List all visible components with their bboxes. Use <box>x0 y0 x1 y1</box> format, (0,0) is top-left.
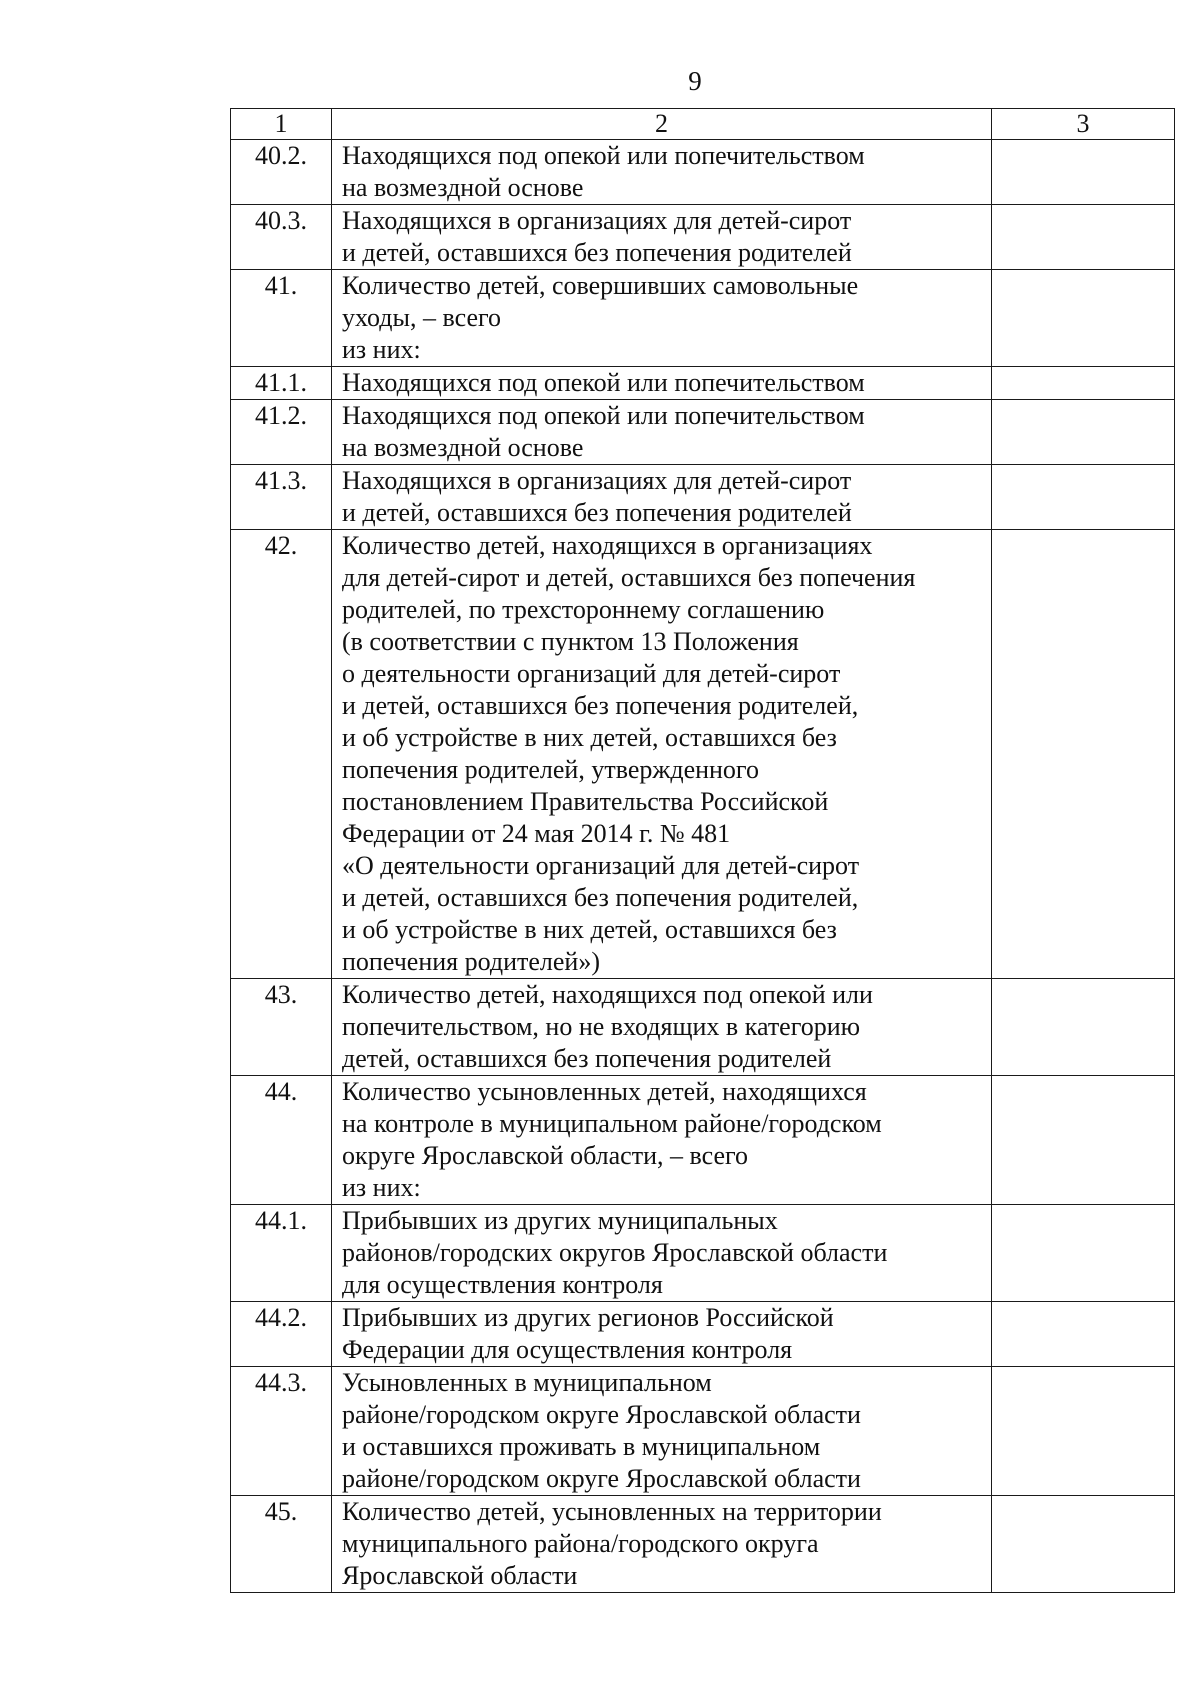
description-line: Количество детей, находящихся под опекой или <box>342 980 873 1009</box>
row-number: 44.1. <box>231 1205 332 1302</box>
row-value-cell <box>992 1076 1175 1205</box>
row-description <box>332 270 992 367</box>
row-number: 41.2. <box>231 400 332 465</box>
description-line: округе Ярославской области, – всего <box>342 1141 749 1170</box>
description-line: попечения родителей») <box>342 947 601 976</box>
description-line: Количество детей, находящихся в организациях <box>342 531 873 560</box>
table-row <box>231 979 1175 1076</box>
description-line: Количество усыновленных детей, находящихся <box>342 1077 867 1106</box>
table-row <box>231 367 1175 400</box>
table-row <box>231 1302 1175 1367</box>
description-line: и детей, оставшихся без попечения родителей, <box>342 883 859 912</box>
description-line: Находящихся под опекой или попечительством <box>342 141 865 170</box>
description-line: попечительством, но не входящих в категорию <box>342 1012 861 1041</box>
description-line: и детей, оставшихся без попечения родителей <box>342 498 852 527</box>
row-value-cell <box>992 465 1175 530</box>
table-row <box>231 205 1175 270</box>
description-line: муниципального района/городского округа <box>342 1529 819 1558</box>
description-line: (в соответствии с пунктом 13 Положения <box>342 627 799 656</box>
row-number: 44.3. <box>231 1367 332 1496</box>
description-line: районе/городском округе Ярославской области <box>342 1464 861 1493</box>
row-number: 45. <box>231 1496 332 1593</box>
row-number: 40.3. <box>231 205 332 270</box>
row-value-cell <box>992 979 1175 1076</box>
table-row <box>231 1076 1175 1205</box>
description-line: Прибывших из других муниципальных <box>342 1206 778 1235</box>
row-number: 40.2. <box>231 140 332 205</box>
description-line: родителей, по трехстороннему соглашению <box>342 595 825 624</box>
description-line: уходы, – всего <box>342 303 501 332</box>
table-row <box>231 465 1175 530</box>
description-line: и об устройстве в них детей, оставшихся без <box>342 723 837 752</box>
table-row <box>231 1367 1175 1496</box>
row-description <box>332 1076 992 1205</box>
row-value-cell <box>992 530 1175 979</box>
table-row <box>231 270 1175 367</box>
row-description <box>332 140 992 205</box>
table-row <box>231 1205 1175 1302</box>
description-line: постановлением Правительства Российской <box>342 787 829 816</box>
description-line: на возмездной основе <box>342 433 584 462</box>
row-number: 44.2. <box>231 1302 332 1367</box>
row-description <box>332 1496 992 1593</box>
description-line: Находящихся под опекой или попечительством <box>342 401 865 430</box>
description-line: и об устройстве в них детей, оставшихся без <box>342 915 837 944</box>
row-description <box>332 400 992 465</box>
row-value-cell <box>992 1205 1175 1302</box>
row-value-cell <box>992 270 1175 367</box>
description-line: Усыновленных в муниципальном <box>342 1368 712 1397</box>
table-row <box>231 400 1175 465</box>
description-line: районе/городском округе Ярославской области <box>342 1400 861 1429</box>
description-line: и детей, оставшихся без попечения родителей <box>342 238 852 267</box>
row-number: 41.3. <box>231 465 332 530</box>
row-value-cell <box>992 1302 1175 1367</box>
row-description <box>332 367 992 400</box>
description-line: детей, оставшихся без попечения родителей <box>342 1044 832 1073</box>
description-line: «О деятельности организаций для детей-сирот <box>342 851 860 880</box>
description-line: на контроле в муниципальном районе/городском <box>342 1109 882 1138</box>
column-header-2: 2 <box>332 109 992 140</box>
row-description <box>332 530 992 979</box>
table-header-row <box>231 109 1175 140</box>
description-line: попечения родителей, утвержденного <box>342 755 759 784</box>
row-number: 41.1. <box>231 367 332 400</box>
description-line: и детей, оставшихся без попечения родителей, <box>342 691 859 720</box>
description-line: из них: <box>342 1173 421 1202</box>
row-description <box>332 1302 992 1367</box>
column-header-1: 1 <box>231 109 332 140</box>
page-number: 9 <box>688 66 702 96</box>
description-line: Количество детей, усыновленных на территории <box>342 1497 882 1526</box>
description-line: районов/городских округов Ярославской области <box>342 1238 888 1267</box>
description-line: Находящихся под опекой или попечительством <box>342 368 865 397</box>
row-description <box>332 465 992 530</box>
row-description <box>332 205 992 270</box>
description-line: из них: <box>342 335 421 364</box>
description-line: Находящихся в организациях для детей-сирот <box>342 206 852 235</box>
row-number: 43. <box>231 979 332 1076</box>
description-line: Прибывших из других регионов Российской <box>342 1303 834 1332</box>
description-line: и оставшихся проживать в муниципальном <box>342 1432 821 1461</box>
row-value-cell <box>992 1496 1175 1593</box>
row-value-cell <box>992 140 1175 205</box>
description-line: о деятельности организаций для детей-сирот <box>342 659 841 688</box>
row-value-cell <box>992 400 1175 465</box>
row-number: 42. <box>231 530 332 979</box>
row-value-cell <box>992 1367 1175 1496</box>
statistics-table <box>230 108 1175 1593</box>
row-description <box>332 1367 992 1496</box>
table-row <box>231 530 1175 979</box>
description-line: Федерации для осуществления контроля <box>342 1335 793 1364</box>
description-line: Ярославской области <box>342 1561 578 1590</box>
row-number: 44. <box>231 1076 332 1205</box>
row-description <box>332 979 992 1076</box>
column-header-3: 3 <box>992 109 1175 140</box>
description-line: Федерации от 24 мая 2014 г. № 481 <box>342 819 731 848</box>
description-line: Количество детей, совершивших самовольные <box>342 271 859 300</box>
table-body <box>231 109 1175 1593</box>
row-value-cell <box>992 205 1175 270</box>
description-line: Находящихся в организациях для детей-сирот <box>342 466 852 495</box>
row-description <box>332 1205 992 1302</box>
row-number: 41. <box>231 270 332 367</box>
row-value-cell <box>992 367 1175 400</box>
description-line: на возмездной основе <box>342 173 584 202</box>
description-line: для осуществления контроля <box>342 1270 663 1299</box>
description-line: для детей-сирот и детей, оставшихся без попечения <box>342 563 916 592</box>
table-row <box>231 1496 1175 1593</box>
table-row <box>231 140 1175 205</box>
